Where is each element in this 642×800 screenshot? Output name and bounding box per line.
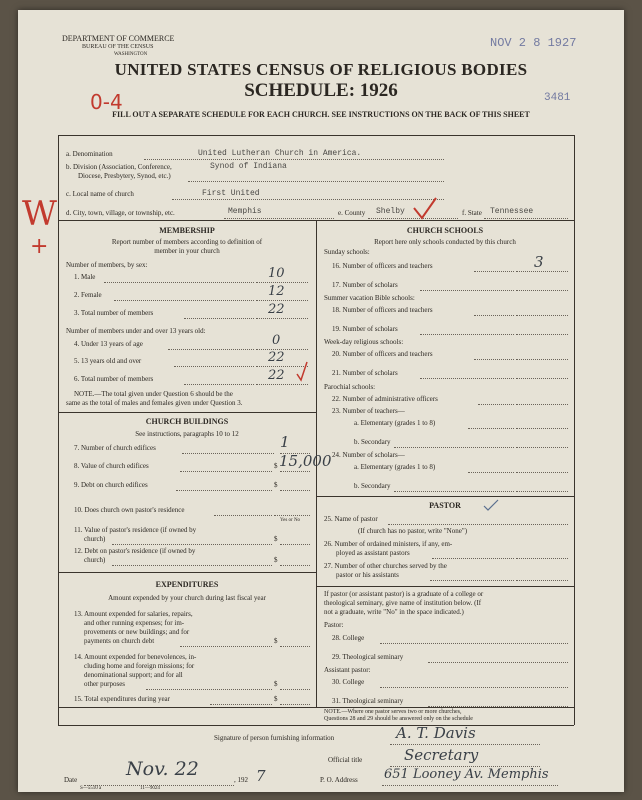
q21-leader (420, 378, 514, 379)
city-value: Memphis (228, 207, 262, 216)
local-name-line (172, 199, 444, 200)
date-label: Date (64, 776, 78, 784)
q18-label: 18. Number of officers and teachers (332, 306, 433, 314)
year-prefix: , 192 (234, 776, 248, 784)
q20-answer-line (516, 359, 568, 360)
q29-label: 29. Theological seminary (332, 653, 404, 661)
q10-label: 10. Does church own pastor's residence (74, 506, 185, 514)
q16-leader (474, 271, 514, 272)
q17-label: 17. Number of scholars (332, 281, 398, 289)
q10-answer-line (274, 515, 310, 516)
local-name-label: c. Local name of church (66, 190, 134, 198)
q5-value: 22 (268, 350, 285, 365)
q17-leader (420, 290, 514, 291)
q24a-label: a. Elementary (grades 1 to 8) (354, 463, 436, 471)
q13-label-2: and other running expenses; for im- (84, 619, 185, 627)
q11-answer-line (280, 544, 310, 545)
address-label: P. O. Address (320, 776, 358, 784)
city-line (224, 218, 334, 219)
denomination-value: United Lutheran Church in America. (198, 149, 362, 158)
county-value: Shelby (376, 207, 405, 216)
denomination-label: a. Denomination (66, 150, 113, 158)
form-code-2: 11—9024 (140, 786, 160, 791)
q15-answer-line (280, 704, 310, 705)
membership-note-2: same as the total of males and females given under Question 3. (66, 399, 243, 407)
city-label: WASHINGTON (114, 52, 148, 57)
q15-dollar: $ (274, 695, 278, 703)
serial-number-stamp: 3481 (544, 92, 571, 104)
q12-dollar: $ (274, 556, 278, 564)
local-name-value: First United (202, 189, 260, 198)
q30-line (380, 687, 568, 688)
summer-label: Summer vacation Bible schools: (324, 294, 415, 302)
schools-sub: Report here only schools conducted by this church (374, 238, 516, 246)
q1-leader (104, 282, 254, 283)
q31-label: 31. Theological seminary (332, 697, 404, 705)
membership-sub-1: Report number of members according to definition of (111, 238, 263, 246)
membership-heading: MEMBERSHIP (159, 226, 215, 235)
q5-leader (174, 366, 254, 367)
frame-bottom (58, 725, 574, 726)
q24a-leader (468, 472, 514, 473)
q28-label: 28. College (332, 634, 365, 642)
q13-dollar: $ (274, 637, 278, 645)
official-title-value: Secretary (404, 746, 479, 764)
county-label: e. County (338, 209, 366, 217)
signature-label: Signature of person furnishing information (214, 734, 335, 742)
q6-answer-line (256, 384, 308, 385)
q1-answer-line (256, 282, 308, 283)
received-date-stamp: NOV 2 8 1927 (490, 36, 577, 50)
q7-leader (182, 453, 274, 454)
q28-line (380, 643, 568, 644)
q16-answer-line (516, 271, 568, 272)
signature-line (390, 744, 540, 745)
division-line (188, 181, 444, 182)
yes-no-hint: Yes or No (280, 518, 301, 523)
q23a-answer-line (516, 428, 568, 429)
q13-leader (180, 646, 272, 647)
q24a-answer-line (516, 472, 568, 473)
q4-value: 0 (272, 333, 281, 348)
division-label: b. Division (Association, Conference, (66, 163, 172, 171)
q1-value: 10 (268, 266, 285, 281)
q8-value: 15,000 (279, 452, 332, 470)
buildings-rule (58, 412, 316, 413)
red-check-mark (412, 196, 438, 220)
q12-label-2: church) (84, 556, 106, 564)
q27-label: 27. Number of other churches served by the (324, 562, 447, 570)
division-label-2: Diocese, Presbytery, Synod, etc.) (78, 172, 171, 180)
q24-label: 24. Number of scholars— (332, 451, 405, 459)
q27-label-2: pastor or his assistants (336, 571, 399, 579)
q12-answer-line (280, 565, 310, 566)
expenditures-sub: Amount expended by your church during last fiscal year (108, 594, 266, 602)
weekday-label: Week-day religious schools: (324, 338, 404, 346)
q19-leader (420, 334, 514, 335)
q7-value: 1 (280, 433, 290, 451)
q16-label: 16. Number of officers and teachers (332, 262, 433, 270)
q14-dollar: $ (274, 680, 278, 688)
q18-answer-line (516, 315, 568, 316)
city-label: d. City, town, village, or township, etc. (66, 209, 175, 217)
q18-leader (474, 315, 514, 316)
q2-value: 12 (268, 284, 285, 299)
q5-label: 5. 13 years old and over (74, 357, 142, 365)
red-ink-mark: 0-4 (90, 90, 123, 114)
q14-label-4: other purposes (84, 680, 126, 688)
q3-label: 3. Total number of members (74, 309, 154, 317)
q14-label-2: cluding home and foreign missions; for (84, 662, 195, 670)
division-value: Synod of Indiana (210, 162, 287, 171)
q2-label: 2. Female (74, 291, 102, 299)
pastor-tick-mark (482, 498, 500, 512)
q12-label: 12. Debt on pastor's residence (if owned by (74, 547, 196, 555)
form-title: UNITED STATES CENSUS OF RELIGIOUS BODIES (114, 60, 528, 79)
frame-right (574, 135, 575, 725)
expenditures-rule (58, 572, 316, 573)
q3-leader (184, 318, 254, 319)
graduate-note-1: If pastor (or assistant pastor) is a graduate of a college or (324, 590, 484, 598)
graduate-rule (316, 586, 574, 587)
q11-dollar: $ (274, 535, 278, 543)
membership-sub-2: member in your church (154, 247, 220, 255)
q3-answer-line (256, 318, 308, 319)
q26-label-2: ployed as assistant pastors (336, 549, 410, 557)
q10-leader (214, 515, 272, 516)
q17-answer-line (516, 290, 568, 291)
q14-label: 14. Amount expended for benevolences, in- (74, 653, 197, 661)
q16-value: 3 (534, 253, 544, 271)
red-side-mark: W (22, 194, 57, 234)
buildings-sub: See instructions, paragraphs 10 to 12 (135, 430, 239, 438)
date-value: Nov. 22 (126, 758, 199, 780)
q22-answer-line (516, 404, 568, 405)
q3-value: 22 (268, 302, 285, 317)
buildings-heading: CHURCH BUILDINGS (145, 417, 229, 426)
expenditures-heading: EXPENDITURES (155, 580, 219, 589)
q8-answer-line (280, 471, 310, 472)
address-line (382, 785, 558, 786)
q6-value: 22 (268, 368, 285, 383)
q8-label: 8. Value of church edifices (74, 462, 149, 470)
state-value: Tennessee (490, 207, 534, 216)
q14-answer-line (280, 689, 310, 690)
q11-label-2: church) (84, 535, 106, 543)
q9-dollar: $ (274, 481, 278, 489)
q29-line (428, 662, 568, 663)
q7-label: 7. Number of church edifices (74, 444, 156, 452)
graduate-note-3: not a graduate, write "No" in the space indicated.) (324, 608, 464, 616)
q11-label: 11. Value of pastor's residence (if owned by (74, 526, 197, 534)
q23b-leader (394, 447, 514, 448)
lower-rule (58, 707, 574, 708)
q23a-label: a. Elementary (grades 1 to 8) (354, 419, 436, 427)
bureau-label: BUREAU OF THE CENSUS (82, 44, 154, 50)
q13-label: 13. Amount expended for salaries, repairs, (74, 610, 193, 618)
q25-label: 25. Name of pastor (324, 515, 378, 523)
q27-answer-line (516, 580, 568, 581)
q25-line (388, 524, 568, 525)
q20-leader (474, 359, 514, 360)
membership-note-1: NOTE.—The total given under Question 6 should be the (74, 390, 233, 398)
department-label: DEPARTMENT OF COMMERCE (62, 34, 175, 43)
q25-note: (If church has no pastor, write "None") (358, 527, 468, 535)
q13-label-3: provements or new buildings; and for (84, 628, 190, 636)
census-schedule-sheet (18, 10, 624, 792)
q23a-leader (468, 428, 514, 429)
q2-answer-line (256, 300, 308, 301)
q2-leader (114, 300, 254, 301)
form-code-1: S—5510 a (80, 786, 102, 791)
q21-answer-line (516, 378, 568, 379)
assistant-label: Assistant pastor: (324, 666, 371, 674)
q30-label: 30. College (332, 678, 365, 686)
q22-label: 22. Number of administrative officers (332, 395, 438, 403)
q4-label: 4. Under 13 years of age (74, 340, 143, 348)
state-line (484, 218, 568, 219)
pastor-note-2: Questions 28 and 29 should be answered only on the schedule (324, 716, 473, 722)
q23b-answer-line (516, 447, 568, 448)
year-value: 7 (256, 767, 266, 785)
q6-label: 6. Total number of members (74, 375, 154, 383)
q22-leader (478, 404, 514, 405)
red-tick-mark (294, 360, 310, 382)
pastor-label: Pastor: (324, 621, 344, 629)
parochial-label: Parochial schools: (324, 383, 376, 391)
q8-dollar: $ (274, 462, 278, 470)
q23-label: 23. Number of teachers— (332, 407, 405, 415)
q11-leader (112, 544, 272, 545)
q27-leader (430, 580, 514, 581)
q9-answer-line (280, 490, 310, 491)
q24b-leader (394, 491, 514, 492)
q26-leader (432, 558, 514, 559)
q26-answer-line (516, 558, 568, 559)
instruction-line: FILL OUT A SEPARATE SCHEDULE FOR EACH CHURCH. SEE INSTRUCTIONS ON THE BACK OF THIS SHEET (112, 110, 530, 119)
pastor-note-1: NOTE.—Where one pastor serves two or more churches, (324, 709, 462, 715)
q9-label: 9. Debt on church edifices (74, 481, 148, 489)
by-sex-label: Number of members, by sex: (66, 261, 148, 269)
q20-label: 20. Number of officers and teachers (332, 350, 433, 358)
q8-leader (180, 471, 272, 472)
q12-leader (112, 565, 272, 566)
address-value: 651 Looney Av. Memphis (384, 767, 549, 782)
signature-value: A. T. Davis (396, 724, 476, 742)
q4-leader (168, 349, 254, 350)
q24b-answer-line (516, 491, 568, 492)
sunday-label: Sunday schools: (324, 248, 370, 256)
graduate-note-2: theological seminary, give name of institution below. (If (324, 599, 482, 607)
official-title-label: Official title (328, 756, 363, 764)
pastor-heading: PASTOR (429, 501, 461, 510)
q6-leader (184, 384, 254, 385)
schedule-title: SCHEDULE: 1926 (244, 80, 398, 101)
pastor-rule (316, 496, 574, 497)
q14-label-3: denominational support; and for all (84, 671, 183, 679)
q19-label: 19. Number of scholars (332, 325, 398, 333)
state-label: f. State (462, 209, 482, 217)
q24b-label: b. Secondary (354, 482, 391, 490)
frame-top (58, 135, 574, 136)
q1-label: 1. Male (74, 273, 96, 281)
q21-label: 21. Number of scholars (332, 369, 398, 377)
q15-label: 15. Total expenditures during year (74, 695, 170, 703)
q19-answer-line (516, 334, 568, 335)
q9-leader (176, 490, 272, 491)
q13-label-4: payments on church debt (84, 637, 155, 645)
red-plus-mark: + (30, 234, 49, 259)
denomination-line (144, 159, 444, 160)
q15-leader (210, 704, 272, 705)
q23b-label: b. Secondary (354, 438, 391, 446)
q14-leader (146, 689, 272, 690)
age-label: Number of members under and over 13 years old: (66, 327, 206, 335)
schools-heading: CHURCH SCHOOLS (406, 226, 484, 235)
q13-answer-line (280, 646, 310, 647)
q26-label: 26. Number of ordained ministers, if any, em- (324, 540, 453, 548)
